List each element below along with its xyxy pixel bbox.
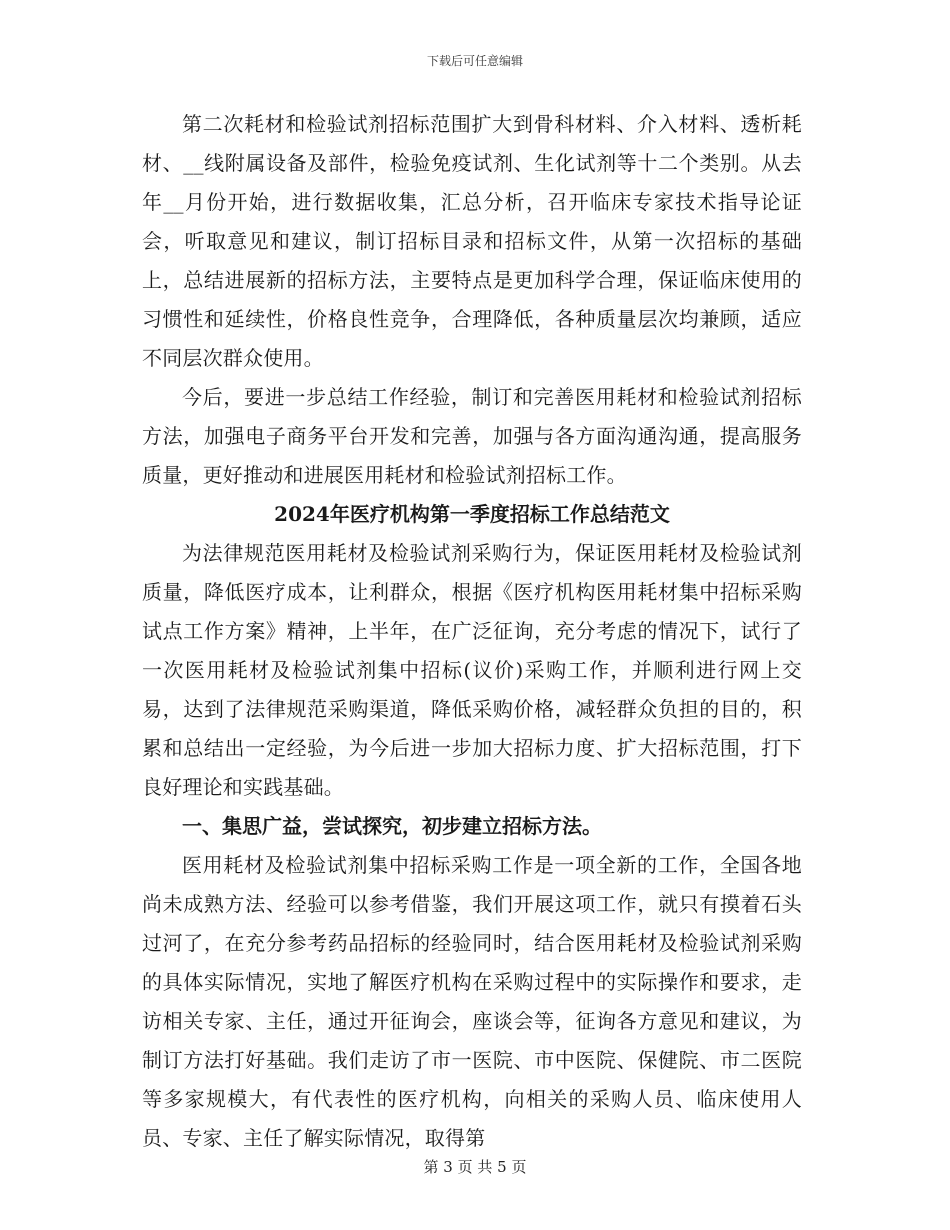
- paragraph-future-plan: 今后，要进一步总结工作经验，制订和完善医用耗材和检验试剂招标方法，加强电子商务平台开发和完善，加强与各方面沟通沟通，提高服务质量，更好推动和进展医用耗材和检验试剂招标工作。: [142, 385, 802, 487]
- document-body: [142, 105, 802, 1158]
- section-heading-1: 一、集思广益，尝试探究，初步建立招标方法。: [182, 814, 602, 838]
- paragraph-introduction: 为法律规范医用耗材及检验试剂采购行为，保证医用耗材及检验试剂质量，降低医疗成本，让利群众，根据《医疗机构医用耗材集中招标采购试点工作方案》精神，上半年，在广泛征询，充分考虑的情况下，试行了一次医用耗材及检验试剂集中招标(议价)采购工作，并顺利进行网上交易，达到了法律规范采购渠道，降低采购价格，减轻群众负担的目的，积累和总结出一定经验，为今后进一步加大招标力度、扩大招标范围，打下良好理论和实践基础。: [142, 541, 802, 799]
- page-number-footer: 第 3 页 共 5 页: [423, 1158, 527, 1176]
- page-header-note: 下载后可任意编辑: [426, 54, 523, 68]
- paragraph-section-1: 医用耗材及检验试剂集中招标采购工作是一项全新的工作，全国各地尚未成熟方法、经验可以参考借鉴，我们开展这项工作，就只有摸着石头过河了，在充分参考药品招标的经验同时，结合医用耗材及检验试剂采购的具体实际情况，实地了解医疗机构在采购过程中的实际操作和要求，走访相关专家、主任，通过开征询会，座谈会等，征询各方意见和建议，为制订方法打好基础。我们走访了市一医院、市中医院、保健院、市二医院等多家规模大，有代表性的医疗机构，向相关的采购人员、临床使用人员、专家、主任了解实际情况，取得第: [142, 853, 802, 1150]
- document-title: 2024年医疗机构第一季度招标工作总结范文: [274, 502, 670, 526]
- paragraph-consumables-scope: 第二次耗材和检验试剂招标范围扩大到骨科材料、介入材料、透析耗材、__线附属设备及部件，检验免疫试剂、生化试剂等十二个类别。从去年__月份开始，进行数据收集，汇总分析，召开临床专家技术指导论证会，听取意见和建议，制订招标目录和招标文件，从第一次招标的基础上，总结进展新的招标方法，主要特点是更加科学合理，保证临床使用的习惯性和延续性，价格良性竞争，合理降低，各种质量层次均兼顾，适应不同层次群众使用。: [142, 112, 802, 370]
